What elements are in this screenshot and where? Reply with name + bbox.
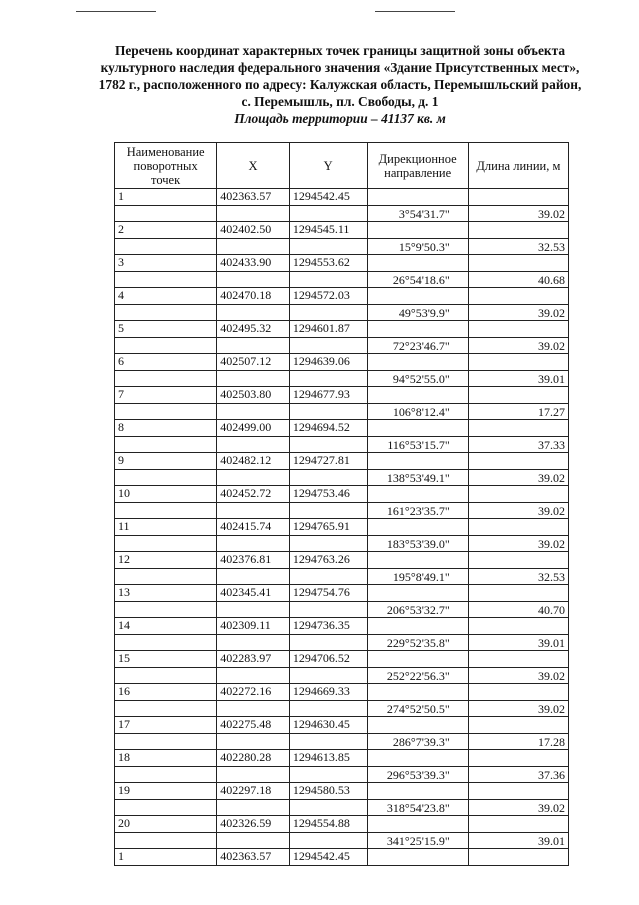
point-number-cell: 9 <box>115 453 217 470</box>
empty-cell <box>468 651 568 668</box>
length-cell: 17.27 <box>468 403 568 420</box>
area-line: Площадь территории – 41137 кв. м <box>234 111 446 126</box>
empty-cell <box>115 502 217 519</box>
empty-cell <box>468 750 568 767</box>
x-coordinate-cell: 402363.57 <box>217 849 290 866</box>
empty-cell <box>367 255 468 272</box>
point-number-cell: 4 <box>115 288 217 305</box>
x-coordinate-cell: 402297.18 <box>217 783 290 800</box>
point-number-cell: 8 <box>115 420 217 437</box>
y-coordinate-cell: 1294765.91 <box>289 519 367 536</box>
direction-cell: 72°23'46.7" <box>367 337 468 354</box>
length-cell: 39.02 <box>468 667 568 684</box>
empty-cell <box>217 469 290 486</box>
x-coordinate-cell: 402283.97 <box>217 651 290 668</box>
empty-cell <box>217 568 290 585</box>
empty-cell <box>115 238 217 255</box>
table-row <box>115 799 569 816</box>
empty-cell <box>468 849 568 866</box>
direction-cell: 26°54'18.6" <box>367 271 468 288</box>
y-coordinate-cell: 1294630.45 <box>289 717 367 734</box>
empty-cell <box>367 189 468 206</box>
table-row <box>115 321 569 338</box>
y-coordinate-cell: 1294727.81 <box>289 453 367 470</box>
x-coordinate-cell: 402499.00 <box>217 420 290 437</box>
empty-cell <box>217 799 290 816</box>
y-coordinate-cell: 1294669.33 <box>289 684 367 701</box>
table-row <box>115 436 569 453</box>
empty-cell <box>217 832 290 849</box>
scan-artifact-line <box>76 11 156 12</box>
empty-cell <box>289 238 367 255</box>
table-row <box>115 585 569 602</box>
empty-cell <box>367 750 468 767</box>
empty-cell <box>367 783 468 800</box>
point-number-cell: 14 <box>115 618 217 635</box>
empty-cell <box>367 288 468 305</box>
direction-cell: 3°54'31.7" <box>367 205 468 222</box>
empty-cell <box>367 321 468 338</box>
table-header-row <box>115 143 569 189</box>
length-cell: 37.33 <box>468 436 568 453</box>
empty-cell <box>217 766 290 783</box>
empty-cell <box>115 271 217 288</box>
y-coordinate-cell: 1294601.87 <box>289 321 367 338</box>
empty-cell <box>115 634 217 651</box>
table-row <box>115 469 569 486</box>
empty-cell <box>217 205 290 222</box>
y-coordinate-cell: 1294554.88 <box>289 816 367 833</box>
empty-cell <box>289 370 367 387</box>
point-number-cell: 3 <box>115 255 217 272</box>
direction-cell: 116°53'15.7" <box>367 436 468 453</box>
x-coordinate-cell: 402433.90 <box>217 255 290 272</box>
table-row <box>115 849 569 866</box>
empty-cell <box>289 634 367 651</box>
point-number-cell: 18 <box>115 750 217 767</box>
title-line: культурного наследия федерального значения «Здание Присутственных мест», <box>100 60 580 75</box>
table-body <box>115 189 569 866</box>
empty-cell <box>367 486 468 503</box>
table-row <box>115 750 569 767</box>
length-cell: 39.01 <box>468 634 568 651</box>
y-coordinate-cell: 1294677.93 <box>289 387 367 404</box>
table-row <box>115 717 569 734</box>
length-cell: 40.70 <box>468 601 568 618</box>
empty-cell <box>289 766 367 783</box>
empty-cell <box>367 585 468 602</box>
empty-cell <box>367 816 468 833</box>
length-cell: 39.02 <box>468 469 568 486</box>
header-y: Y <box>289 143 367 189</box>
empty-cell <box>367 684 468 701</box>
y-coordinate-cell: 1294706.52 <box>289 651 367 668</box>
empty-cell <box>217 601 290 618</box>
empty-cell <box>367 552 468 569</box>
header-x: X <box>217 143 290 189</box>
empty-cell <box>468 717 568 734</box>
table-row <box>115 354 569 371</box>
empty-cell <box>289 733 367 750</box>
point-number-cell: 12 <box>115 552 217 569</box>
table-row <box>115 502 569 519</box>
empty-cell <box>468 255 568 272</box>
title-line: Перечень координат характерных точек границы защитной зоны объекта <box>114 43 566 58</box>
empty-cell <box>367 651 468 668</box>
x-coordinate-cell: 402482.12 <box>217 453 290 470</box>
x-coordinate-cell: 402376.81 <box>217 552 290 569</box>
empty-cell <box>289 469 367 486</box>
direction-cell: 138°53'49.1" <box>367 469 468 486</box>
empty-cell <box>217 700 290 717</box>
direction-cell: 206°53'32.7" <box>367 601 468 618</box>
empty-cell <box>367 849 468 866</box>
empty-cell <box>217 436 290 453</box>
empty-cell <box>115 832 217 849</box>
table-row <box>115 486 569 503</box>
empty-cell <box>468 420 568 437</box>
point-number-cell: 16 <box>115 684 217 701</box>
length-cell: 39.02 <box>468 205 568 222</box>
empty-cell <box>115 370 217 387</box>
direction-cell: 286°7'39.3" <box>367 733 468 750</box>
empty-cell <box>367 717 468 734</box>
table-row <box>115 403 569 420</box>
empty-cell <box>289 601 367 618</box>
empty-cell <box>468 222 568 239</box>
table-row <box>115 552 569 569</box>
length-cell: 37.36 <box>468 766 568 783</box>
header-direction: Дирекционное направление <box>367 143 468 189</box>
empty-cell <box>115 436 217 453</box>
table-row <box>115 255 569 272</box>
y-coordinate-cell: 1294753.46 <box>289 486 367 503</box>
empty-cell <box>289 568 367 585</box>
table-row <box>115 816 569 833</box>
empty-cell <box>468 684 568 701</box>
table-row <box>115 420 569 437</box>
table-row <box>115 205 569 222</box>
empty-cell <box>115 304 217 321</box>
x-coordinate-cell: 402363.57 <box>217 189 290 206</box>
x-coordinate-cell: 402345.41 <box>217 585 290 602</box>
header-point-name: Наименование поворотных точек <box>115 143 217 189</box>
table-row <box>115 370 569 387</box>
x-coordinate-cell: 402280.28 <box>217 750 290 767</box>
table-row <box>115 832 569 849</box>
table-row <box>115 337 569 354</box>
point-number-cell: 2 <box>115 222 217 239</box>
header-length: Длина линии, м <box>468 143 568 189</box>
empty-cell <box>217 403 290 420</box>
empty-cell <box>115 205 217 222</box>
x-coordinate-cell: 402503.80 <box>217 387 290 404</box>
y-coordinate-cell: 1294763.26 <box>289 552 367 569</box>
point-number-cell: 10 <box>115 486 217 503</box>
x-coordinate-cell: 402402.50 <box>217 222 290 239</box>
empty-cell <box>289 337 367 354</box>
empty-cell <box>115 469 217 486</box>
length-cell: 40.68 <box>468 271 568 288</box>
point-number-cell: 17 <box>115 717 217 734</box>
empty-cell <box>289 535 367 552</box>
table-row <box>115 766 569 783</box>
empty-cell <box>468 618 568 635</box>
empty-cell <box>115 766 217 783</box>
table-row <box>115 238 569 255</box>
direction-cell: 318°54'23.8" <box>367 799 468 816</box>
empty-cell <box>468 519 568 536</box>
table-row <box>115 684 569 701</box>
point-number-cell: 15 <box>115 651 217 668</box>
y-coordinate-cell: 1294754.76 <box>289 585 367 602</box>
coordinates-table <box>114 142 569 866</box>
point-number-cell: 20 <box>115 816 217 833</box>
title-line: 1782 г., расположенного по адресу: Калужская область, Перемышльский район, <box>98 77 582 92</box>
y-coordinate-cell: 1294613.85 <box>289 750 367 767</box>
table-row <box>115 222 569 239</box>
empty-cell <box>468 387 568 404</box>
direction-cell: 229°52'35.8" <box>367 634 468 651</box>
empty-cell <box>289 403 367 420</box>
point-number-cell: 1 <box>115 849 217 866</box>
document-title <box>60 42 620 127</box>
empty-cell <box>468 354 568 371</box>
x-coordinate-cell: 402415.74 <box>217 519 290 536</box>
length-cell: 39.01 <box>468 832 568 849</box>
empty-cell <box>367 618 468 635</box>
table-row <box>115 651 569 668</box>
direction-cell: 94°52'55.0" <box>367 370 468 387</box>
table-row <box>115 667 569 684</box>
empty-cell <box>115 799 217 816</box>
x-coordinate-cell: 402507.12 <box>217 354 290 371</box>
empty-cell <box>217 304 290 321</box>
y-coordinate-cell: 1294694.52 <box>289 420 367 437</box>
empty-cell <box>217 634 290 651</box>
length-cell: 39.02 <box>468 535 568 552</box>
table-row <box>115 271 569 288</box>
empty-cell <box>115 667 217 684</box>
direction-cell: 106°8'12.4" <box>367 403 468 420</box>
x-coordinate-cell: 402452.72 <box>217 486 290 503</box>
length-cell: 17.28 <box>468 733 568 750</box>
y-coordinate-cell: 1294572.03 <box>289 288 367 305</box>
length-cell: 39.02 <box>468 304 568 321</box>
empty-cell <box>289 700 367 717</box>
empty-cell <box>217 502 290 519</box>
point-number-cell: 5 <box>115 321 217 338</box>
x-coordinate-cell: 402326.59 <box>217 816 290 833</box>
empty-cell <box>468 189 568 206</box>
empty-cell <box>115 535 217 552</box>
table-row <box>115 189 569 206</box>
x-coordinate-cell: 402309.11 <box>217 618 290 635</box>
y-coordinate-cell: 1294553.62 <box>289 255 367 272</box>
empty-cell <box>468 288 568 305</box>
empty-cell <box>468 321 568 338</box>
empty-cell <box>468 816 568 833</box>
empty-cell <box>289 304 367 321</box>
empty-cell <box>217 667 290 684</box>
table-row <box>115 387 569 404</box>
table-row <box>115 535 569 552</box>
y-coordinate-cell: 1294639.06 <box>289 354 367 371</box>
length-cell: 39.02 <box>468 799 568 816</box>
empty-cell <box>217 733 290 750</box>
empty-cell <box>367 387 468 404</box>
direction-cell: 252°22'56.3" <box>367 667 468 684</box>
empty-cell <box>217 271 290 288</box>
empty-cell <box>468 585 568 602</box>
empty-cell <box>115 337 217 354</box>
x-coordinate-cell: 402495.32 <box>217 321 290 338</box>
empty-cell <box>289 502 367 519</box>
empty-cell <box>115 601 217 618</box>
length-cell: 39.02 <box>468 337 568 354</box>
y-coordinate-cell: 1294542.45 <box>289 189 367 206</box>
x-coordinate-cell: 402272.16 <box>217 684 290 701</box>
table-row <box>115 601 569 618</box>
point-number-cell: 7 <box>115 387 217 404</box>
table-row <box>115 568 569 585</box>
table-row <box>115 733 569 750</box>
direction-cell: 183°53'39.0" <box>367 535 468 552</box>
direction-cell: 195°8'49.1" <box>367 568 468 585</box>
table-row <box>115 783 569 800</box>
table-row <box>115 519 569 536</box>
scan-artifact-line <box>375 11 455 12</box>
point-number-cell: 6 <box>115 354 217 371</box>
direction-cell: 15°9'50.3" <box>367 238 468 255</box>
empty-cell <box>289 436 367 453</box>
empty-cell <box>468 552 568 569</box>
empty-cell <box>289 271 367 288</box>
x-coordinate-cell: 402275.48 <box>217 717 290 734</box>
direction-cell: 161°23'35.7" <box>367 502 468 519</box>
point-number-cell: 13 <box>115 585 217 602</box>
table-row <box>115 700 569 717</box>
empty-cell <box>468 486 568 503</box>
length-cell: 39.02 <box>468 502 568 519</box>
empty-cell <box>217 535 290 552</box>
empty-cell <box>115 568 217 585</box>
empty-cell <box>115 733 217 750</box>
empty-cell <box>289 667 367 684</box>
empty-cell <box>289 799 367 816</box>
empty-cell <box>367 354 468 371</box>
empty-cell <box>217 337 290 354</box>
point-number-cell: 19 <box>115 783 217 800</box>
table-row <box>115 304 569 321</box>
empty-cell <box>468 453 568 470</box>
table-row <box>115 634 569 651</box>
point-number-cell: 1 <box>115 189 217 206</box>
table-row <box>115 618 569 635</box>
empty-cell <box>115 403 217 420</box>
direction-cell: 341°25'15.9" <box>367 832 468 849</box>
x-coordinate-cell: 402470.18 <box>217 288 290 305</box>
y-coordinate-cell: 1294736.35 <box>289 618 367 635</box>
length-cell: 32.53 <box>468 568 568 585</box>
empty-cell <box>468 783 568 800</box>
empty-cell <box>289 832 367 849</box>
empty-cell <box>289 205 367 222</box>
table-row <box>115 288 569 305</box>
empty-cell <box>367 519 468 536</box>
empty-cell <box>367 420 468 437</box>
empty-cell <box>217 238 290 255</box>
direction-cell: 274°52'50.5" <box>367 700 468 717</box>
length-cell: 32.53 <box>468 238 568 255</box>
direction-cell: 49°53'9.9" <box>367 304 468 321</box>
y-coordinate-cell: 1294545.11 <box>289 222 367 239</box>
y-coordinate-cell: 1294542.45 <box>289 849 367 866</box>
empty-cell <box>217 370 290 387</box>
empty-cell <box>367 453 468 470</box>
empty-cell <box>115 700 217 717</box>
table-row <box>115 453 569 470</box>
title-line: с. Перемышль, пл. Свободы, д. 1 <box>241 94 439 109</box>
length-cell: 39.01 <box>468 370 568 387</box>
point-number-cell: 11 <box>115 519 217 536</box>
direction-cell: 296°53'39.3" <box>367 766 468 783</box>
y-coordinate-cell: 1294580.53 <box>289 783 367 800</box>
length-cell: 39.02 <box>468 700 568 717</box>
empty-cell <box>367 222 468 239</box>
